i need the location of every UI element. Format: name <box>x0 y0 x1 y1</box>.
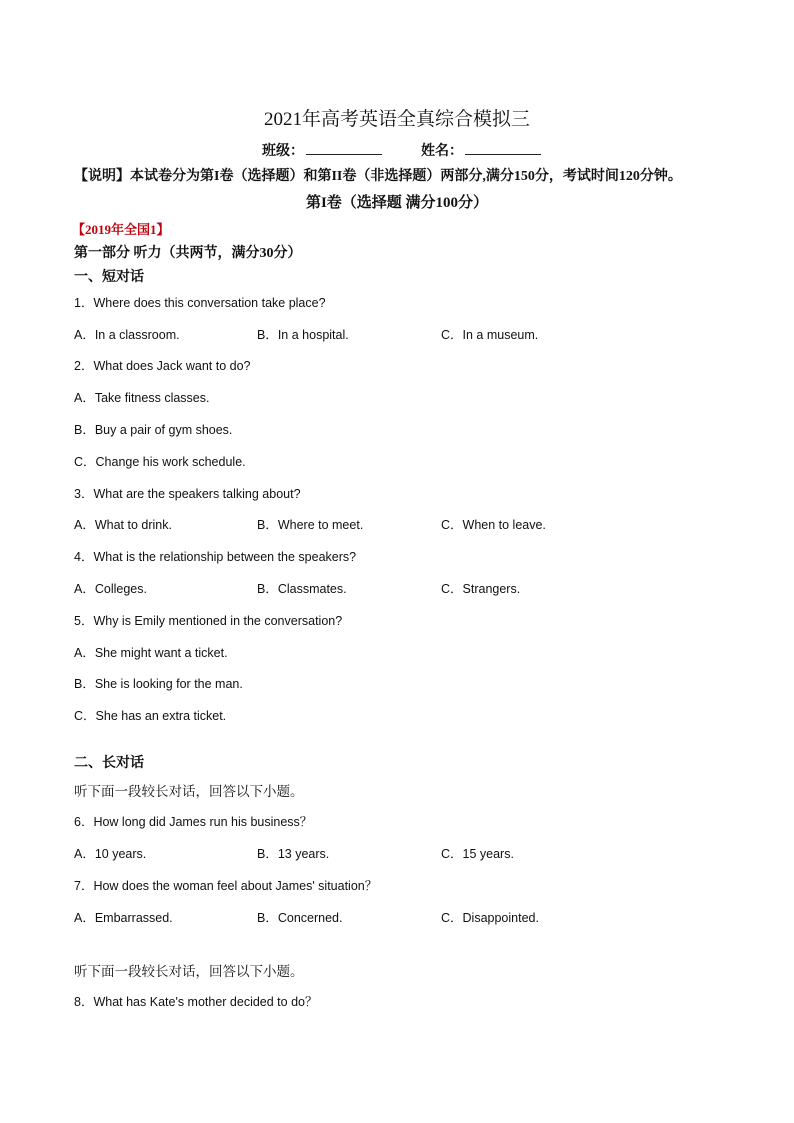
short-dialogue-heading: 一、短对话 <box>74 270 144 285</box>
long-dialogue-instruction-2: 听下面一段较长对话，回答以下小题。 <box>74 964 304 979</box>
q1-option-a: A．In a classroom. <box>74 328 180 342</box>
q3-option-c: C．When to leave. <box>441 518 546 532</box>
question-2: 2．What does Jack want to do? <box>74 359 251 373</box>
q4-option-b: B．Classmates. <box>257 582 347 596</box>
q7-option-a: A．Embarrassed. <box>74 911 173 925</box>
question-5: 5．Why is Emily mentioned in the conversation? <box>74 614 343 628</box>
q6-option-c: C．15 years. <box>441 847 514 861</box>
q2-option-c: C．Change his work schedule. <box>74 455 246 469</box>
q7-option-b: B．Concerned. <box>257 911 343 925</box>
question-8: 8．What has Kate's mother decided to do？ <box>74 995 318 1009</box>
source-tag: 【2019年全国1】 <box>72 222 170 237</box>
q6-option-b: B．13 years. <box>257 847 330 861</box>
question-4: 4．What is the relationship between the speakers? <box>74 550 357 564</box>
q5-option-b: B．She is looking for the man. <box>74 677 243 691</box>
q3-option-b: B．Where to meet. <box>257 518 364 532</box>
name-label: 姓名： <box>421 144 463 159</box>
part-one-title: 第I卷（选择题 满分100分） <box>305 195 489 211</box>
class-label: 班级： <box>262 144 304 159</box>
class-field <box>262 140 382 160</box>
q5-option-c: C．She has an extra ticket. <box>74 709 227 723</box>
q6-option-a: A．10 years. <box>74 847 147 861</box>
name-blank <box>465 141 541 155</box>
q5-option-a: A．She might want a ticket. <box>74 646 228 660</box>
class-blank <box>306 141 382 155</box>
q2-option-b: B．Buy a pair of gym shoes. <box>74 423 233 437</box>
exam-description: 【说明】本试卷分为第I卷（选择题）和第II卷（非选择题）两部分,满分150分，考试时间120分钟。 <box>74 169 682 184</box>
q4-option-a: A．Colleges. <box>74 582 147 596</box>
q1-option-b: B．In a hospital. <box>257 328 349 342</box>
long-dialogue-heading: 二、长对话 <box>74 756 144 771</box>
question-7: 7．How does the woman feel about James' situation？ <box>74 879 378 893</box>
name-field <box>421 140 541 160</box>
q4-option-c: C．Strangers. <box>441 582 521 596</box>
long-dialogue-instruction-1: 听下面一段较长对话，回答以下小题。 <box>74 784 304 799</box>
section-heading: 第一部分 听力（共两节，满分30分） <box>74 246 302 261</box>
question-6: 6．How long did James run his business？ <box>74 815 313 829</box>
question-3: 3．What are the speakers talking about? <box>74 487 301 501</box>
q2-option-a: A．Take fitness classes. <box>74 391 210 405</box>
q1-option-c: C．In a museum. <box>441 328 539 342</box>
page-title: 2021年高考英语全真综合模拟三 <box>263 109 530 130</box>
question-1: 1．Where does this conversation take place? <box>74 296 326 310</box>
q3-option-a: A．What to drink. <box>74 518 172 532</box>
q7-option-c: C．Disappointed. <box>441 911 539 925</box>
